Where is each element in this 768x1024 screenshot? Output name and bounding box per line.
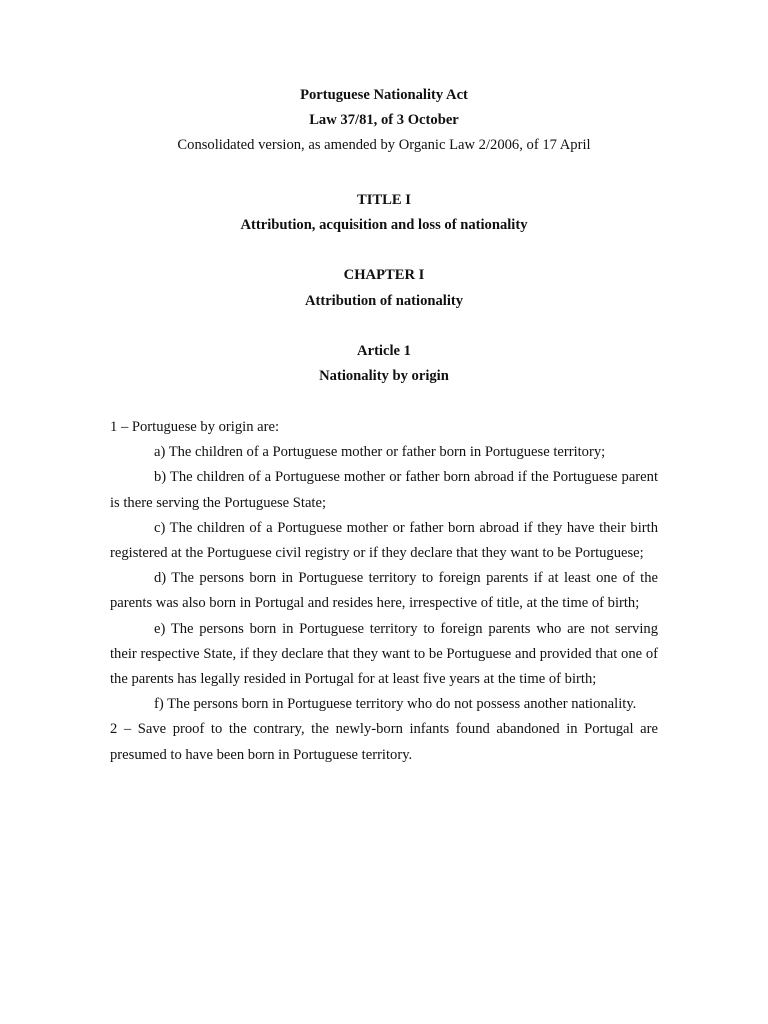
clause-b: b) The children of a Portuguese mother or father born abroad if the Portuguese parent is there serving the Portuguese State;: [110, 469, 658, 511]
clause-d: d) The persons born in Portuguese territory to foreign parents if at least one of the parents was also born in Portugal and resides here, irrespective of title, at the time of birth;: [110, 570, 658, 612]
document-title: Portuguese Nationality Act: [300, 87, 468, 103]
article-heading: Nationality by origin: [319, 368, 449, 384]
clause-e: e) The persons born in Portuguese territory to foreign parents who are not serving their respective State, if they declare that they want to be Portuguese and provided that one of the parents has legally resided in Portugal for at least five years at the time of birth;: [110, 620, 658, 688]
title-label: TITLE I: [357, 192, 411, 208]
clause-a: a) The children of a Portuguese mother or father born in Portuguese territory;: [154, 444, 606, 461]
article-label: Article 1: [357, 343, 411, 359]
clause-f: f) The persons born in Portuguese territory who do not possess another nationality.: [154, 696, 637, 713]
paragraph-1: 1 – Portuguese by origin are:: [110, 419, 280, 435]
title-heading: Attribution, acquisition and loss of nationality: [240, 217, 528, 233]
article-body: [110, 415, 658, 768]
chapter-heading: Attribution of nationality: [304, 293, 464, 309]
consolidated-version-note: Consolidated version, as amended by Organic Law 2/2006, of 17 April: [177, 137, 591, 153]
chapter-label: CHAPTER I: [343, 267, 425, 283]
paragraph-2: 2 – Save proof to the contrary, the newly-born infants found abandoned in Portugal are presumed to have been born in Portuguese territory.: [110, 721, 658, 763]
clause-c: c) The children of a Portuguese mother or father born abroad if they have their birth registered at the Portuguese civil registry or if they declare that they want to be Portuguese;: [110, 519, 658, 562]
law-reference: Law 37/81, of 3 October: [309, 112, 459, 128]
